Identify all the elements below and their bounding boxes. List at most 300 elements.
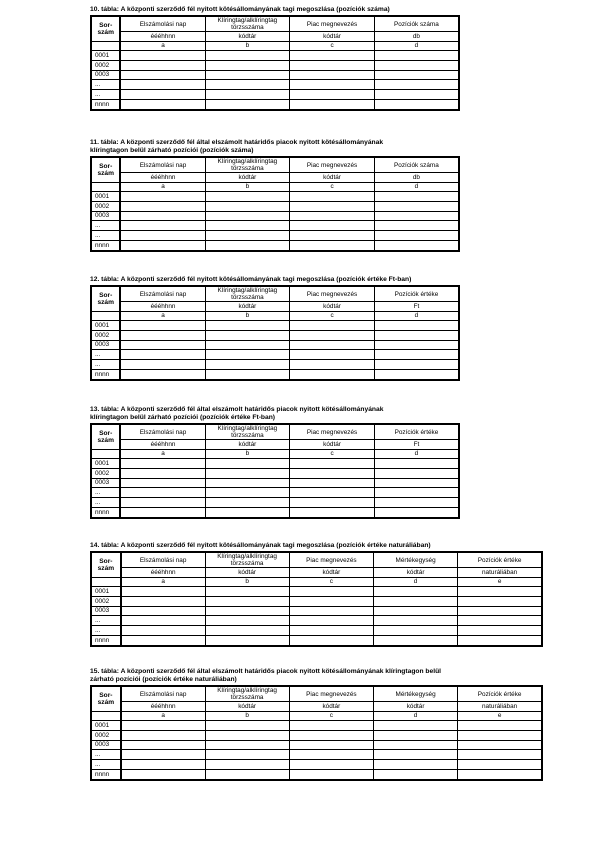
data-cell[interactable] <box>205 740 289 750</box>
data-cell[interactable] <box>458 616 542 626</box>
data-cell[interactable] <box>120 507 205 517</box>
column-unit: éééhhnn <box>121 702 205 712</box>
data-cell[interactable] <box>374 321 459 331</box>
data-cell[interactable] <box>205 60 290 70</box>
data-table <box>90 285 460 381</box>
data-cell[interactable] <box>205 99 290 109</box>
data-cell[interactable] <box>205 201 290 211</box>
table-block-15 <box>90 668 543 781</box>
data-cell[interactable] <box>290 330 375 340</box>
data-cell[interactable] <box>121 635 205 645</box>
data-cell[interactable] <box>205 760 289 770</box>
column-header: Elszámolási nap <box>121 552 205 568</box>
column-code: c <box>290 182 375 192</box>
data-cell[interactable] <box>289 587 373 597</box>
data-cell[interactable] <box>458 606 542 616</box>
data-cell[interactable] <box>120 90 205 100</box>
data-cell[interactable] <box>374 340 459 350</box>
data-cell[interactable] <box>458 587 542 597</box>
data-cell[interactable] <box>121 596 205 606</box>
column-unit: kódtár <box>205 568 289 578</box>
blank-cell <box>91 711 121 721</box>
column-code: c <box>290 41 375 51</box>
data-cell[interactable] <box>374 192 459 202</box>
data-cell[interactable] <box>289 760 373 770</box>
table-row <box>91 468 459 478</box>
data-cell[interactable] <box>289 769 373 779</box>
table-row <box>91 740 542 750</box>
row-number-header: Sor- szám <box>91 286 120 311</box>
column-unit: kódtár <box>205 302 290 312</box>
column-unit: kódtár <box>205 702 289 712</box>
data-cell[interactable] <box>290 459 375 469</box>
column-header: Pozíciók értéke <box>458 686 542 702</box>
column-code: e <box>458 711 542 721</box>
data-cell[interactable] <box>121 750 205 760</box>
data-cell[interactable] <box>289 596 373 606</box>
row-number: ... <box>91 221 120 231</box>
row-number: 0002 <box>91 60 120 70</box>
data-cell[interactable] <box>120 350 205 360</box>
column-code: b <box>205 449 290 459</box>
data-cell[interactable] <box>374 360 459 370</box>
data-cell[interactable] <box>290 478 375 488</box>
column-code: e <box>458 577 542 587</box>
row-number: 0002 <box>91 201 120 211</box>
data-cell[interactable] <box>373 596 457 606</box>
data-cell[interactable] <box>374 90 459 100</box>
row-number: 0001 <box>91 587 121 597</box>
data-cell[interactable] <box>458 750 542 760</box>
row-number-header: Sor- szám <box>91 16 120 41</box>
data-cell[interactable] <box>121 769 205 779</box>
column-header: Klíringtag/alklíringtag törzsszáma <box>205 686 289 702</box>
row-number: 0003 <box>91 740 121 750</box>
data-cell[interactable] <box>205 587 289 597</box>
column-unit: Ft <box>374 302 459 312</box>
data-cell[interactable] <box>458 626 542 636</box>
table-block-10 <box>90 6 460 111</box>
column-header: Klíringtag/alklíringtag törzsszáma <box>205 286 290 302</box>
data-cell[interactable] <box>290 99 375 109</box>
column-header: Pozíciók értéke <box>458 552 542 568</box>
data-cell[interactable] <box>290 80 375 90</box>
data-cell[interactable] <box>205 498 290 508</box>
data-cell[interactable] <box>373 721 457 731</box>
data-cell[interactable] <box>205 330 290 340</box>
column-code: b <box>205 711 289 721</box>
data-cell[interactable] <box>205 321 290 331</box>
table-title: 10. tábla: A központi szerződő fél nyitott kötésállományának tagi megoszlása (pozíciók száma) <box>90 6 390 13</box>
column-header: Elszámolási nap <box>120 157 205 173</box>
table-row <box>91 488 459 498</box>
data-cell[interactable] <box>120 488 205 498</box>
data-table <box>90 685 543 781</box>
table-row <box>91 330 459 340</box>
table-row <box>91 211 459 221</box>
column-code: b <box>205 577 289 587</box>
column-header: Piac megnevezés <box>289 552 373 568</box>
data-cell[interactable] <box>120 478 205 488</box>
column-code: c <box>290 449 375 459</box>
table-row <box>91 90 459 100</box>
column-unit: kódtár <box>205 173 290 183</box>
data-cell[interactable] <box>374 468 459 478</box>
data-cell[interactable] <box>374 507 459 517</box>
row-number: ... <box>91 80 120 90</box>
table-row <box>91 350 459 360</box>
column-code: b <box>205 182 290 192</box>
data-cell[interactable] <box>120 60 205 70</box>
column-code: b <box>205 41 290 51</box>
data-cell[interactable] <box>290 360 375 370</box>
row-number: ... <box>91 750 121 760</box>
column-code: b <box>205 311 290 321</box>
data-cell[interactable] <box>458 635 542 645</box>
column-unit: kódtár <box>290 302 375 312</box>
column-unit: éééhhnn <box>120 440 205 450</box>
data-cell[interactable] <box>289 616 373 626</box>
column-code: d <box>373 711 457 721</box>
data-cell[interactable] <box>121 721 205 731</box>
row-number: 0003 <box>91 70 120 80</box>
data-cell[interactable] <box>120 211 205 221</box>
row-number: 0003 <box>91 340 120 350</box>
data-cell[interactable] <box>374 211 459 221</box>
row-number-header: Sor- szám <box>91 686 121 711</box>
column-code: d <box>374 41 459 51</box>
data-cell[interactable] <box>290 51 375 61</box>
table-row <box>91 721 542 731</box>
table-row <box>91 606 542 616</box>
row-number: 0002 <box>91 468 120 478</box>
row-number: nnnn <box>91 99 120 109</box>
data-cell[interactable] <box>289 740 373 750</box>
row-number: nnnn <box>91 769 121 779</box>
table-row <box>91 99 459 109</box>
row-number: ... <box>91 616 121 626</box>
data-cell[interactable] <box>290 488 375 498</box>
data-cell[interactable] <box>205 350 290 360</box>
row-number: nnnn <box>91 507 120 517</box>
column-header: Elszámolási nap <box>120 286 205 302</box>
data-cell[interactable] <box>205 459 290 469</box>
data-cell[interactable] <box>374 498 459 508</box>
data-cell[interactable] <box>205 721 289 731</box>
data-cell[interactable] <box>290 211 375 221</box>
data-cell[interactable] <box>374 201 459 211</box>
data-cell[interactable] <box>205 730 289 740</box>
data-cell[interactable] <box>205 90 290 100</box>
data-cell[interactable] <box>290 90 375 100</box>
column-unit: éééhhnn <box>120 302 205 312</box>
data-cell[interactable] <box>205 478 290 488</box>
table-row <box>91 750 542 760</box>
data-cell[interactable] <box>373 740 457 750</box>
column-unit: éééhhnn <box>120 173 205 183</box>
data-cell[interactable] <box>374 51 459 61</box>
column-unit: naturáliában <box>458 702 542 712</box>
data-cell[interactable] <box>290 369 375 379</box>
row-number-header: Sor- szám <box>91 157 120 182</box>
row-number: 0001 <box>91 721 121 731</box>
column-unit: kódtár <box>373 702 457 712</box>
data-cell[interactable] <box>120 231 205 241</box>
data-table <box>90 156 460 252</box>
data-cell[interactable] <box>374 240 459 250</box>
blank-cell <box>91 41 120 51</box>
data-cell[interactable] <box>289 635 373 645</box>
column-code: a <box>120 449 205 459</box>
data-cell[interactable] <box>205 192 290 202</box>
row-number: ... <box>91 360 120 370</box>
data-cell[interactable] <box>121 760 205 770</box>
column-unit: kódtár <box>373 568 457 578</box>
column-header: Piac megnevezés <box>290 286 375 302</box>
data-cell[interactable] <box>373 626 457 636</box>
blank-cell <box>91 311 120 321</box>
column-header: Elszámolási nap <box>120 16 205 32</box>
data-cell[interactable] <box>373 769 457 779</box>
row-number: ... <box>91 90 120 100</box>
data-cell[interactable] <box>458 596 542 606</box>
data-cell[interactable] <box>121 626 205 636</box>
table-block-12 <box>90 276 460 381</box>
data-cell[interactable] <box>374 99 459 109</box>
data-cell[interactable] <box>121 616 205 626</box>
data-cell[interactable] <box>121 606 205 616</box>
column-code: c <box>289 577 373 587</box>
column-header: Klíringtag/alklíringtag törzsszáma <box>205 552 289 568</box>
data-cell[interactable] <box>374 459 459 469</box>
data-cell[interactable] <box>290 340 375 350</box>
data-cell[interactable] <box>205 769 289 779</box>
data-cell[interactable] <box>458 760 542 770</box>
data-cell[interactable] <box>120 360 205 370</box>
column-header: Klíringtag/alklíringtag törzsszáma <box>205 157 290 173</box>
blank-cell <box>91 449 120 459</box>
data-cell[interactable] <box>120 459 205 469</box>
data-cell[interactable] <box>290 60 375 70</box>
row-number: nnnn <box>91 635 121 645</box>
row-number-header: Sor- szám <box>91 552 121 577</box>
data-cell[interactable] <box>120 330 205 340</box>
data-cell[interactable] <box>205 635 289 645</box>
data-cell[interactable] <box>289 626 373 636</box>
column-unit: kódtár <box>289 568 373 578</box>
data-cell[interactable] <box>458 769 542 779</box>
data-cell[interactable] <box>374 80 459 90</box>
column-header: Pozíciók értéke <box>374 424 459 440</box>
table-title: 13. tábla: A központi szerződő fél által elszámolt határidős piacok nyitott kötésállományának klíringtagon belül zárható pozíciói (pozíciók értéke Ft-ban) <box>90 406 384 421</box>
data-cell[interactable] <box>120 340 205 350</box>
data-cell[interactable] <box>120 240 205 250</box>
data-cell[interactable] <box>289 606 373 616</box>
row-number: ... <box>91 760 121 770</box>
table-row <box>91 321 459 331</box>
data-cell[interactable] <box>374 369 459 379</box>
data-cell[interactable] <box>120 468 205 478</box>
data-cell[interactable] <box>374 60 459 70</box>
column-unit: kódtár <box>205 440 290 450</box>
table-title: 11. tábla: A központi szerződő fél által elszámolt határidős piacok nyitott kötésállományának klíringtagon belül zárható pozíciói (pozíciók száma) <box>90 139 384 154</box>
data-cell[interactable] <box>290 231 375 241</box>
column-unit: kódtár <box>290 440 375 450</box>
data-cell[interactable] <box>373 635 457 645</box>
column-header: Piac megnevezés <box>290 157 375 173</box>
data-cell[interactable] <box>205 626 289 636</box>
data-cell[interactable] <box>290 240 375 250</box>
table-block-11 <box>90 139 460 252</box>
data-cell[interactable] <box>373 616 457 626</box>
column-code: d <box>374 311 459 321</box>
data-cell[interactable] <box>205 240 290 250</box>
table-row <box>91 626 542 636</box>
column-code: a <box>120 41 205 51</box>
table-row <box>91 478 459 488</box>
data-cell[interactable] <box>458 740 542 750</box>
data-cell[interactable] <box>205 750 289 760</box>
data-cell[interactable] <box>205 340 290 350</box>
data-cell[interactable] <box>205 360 290 370</box>
data-cell[interactable] <box>290 201 375 211</box>
data-cell[interactable] <box>290 70 375 80</box>
data-cell[interactable] <box>120 498 205 508</box>
column-unit: kódtár <box>290 173 375 183</box>
data-cell[interactable] <box>374 330 459 340</box>
data-cell[interactable] <box>373 750 457 760</box>
data-cell[interactable] <box>121 730 205 740</box>
table-row <box>91 616 542 626</box>
table-row <box>91 80 459 90</box>
column-code: d <box>373 577 457 587</box>
data-cell[interactable] <box>205 231 290 241</box>
data-cell[interactable] <box>374 70 459 80</box>
table-row <box>91 221 459 231</box>
data-cell[interactable] <box>205 507 290 517</box>
data-cell[interactable] <box>120 99 205 109</box>
column-unit: Ft <box>374 440 459 450</box>
table-row <box>91 192 459 202</box>
column-unit: éééhhnn <box>120 32 205 42</box>
table-row <box>91 340 459 350</box>
data-table <box>90 15 460 111</box>
data-table <box>90 551 543 647</box>
column-header: Mértékegység <box>373 686 457 702</box>
data-cell[interactable] <box>205 211 290 221</box>
data-table <box>90 423 460 519</box>
table-title: 14. tábla: A központi szerződő fél nyitott kötésállományának tagi megoszlása (pozíciók értéke naturáliában) <box>90 542 431 549</box>
table-row <box>91 369 459 379</box>
row-number: 0002 <box>91 596 121 606</box>
blank-cell <box>91 182 120 192</box>
data-cell[interactable] <box>289 721 373 731</box>
table-title: 12. tábla: A központi szerződő fél nyitott kötésállományának tagi megoszlása (pozíciók értéke Ft-ban) <box>90 276 412 283</box>
data-cell[interactable] <box>290 221 375 231</box>
data-cell[interactable] <box>373 587 457 597</box>
data-cell[interactable] <box>290 507 375 517</box>
data-cell[interactable] <box>290 350 375 360</box>
table-row <box>91 240 459 250</box>
data-cell[interactable] <box>290 321 375 331</box>
data-cell[interactable] <box>120 192 205 202</box>
data-cell[interactable] <box>205 369 290 379</box>
row-number: ... <box>91 231 120 241</box>
data-cell[interactable] <box>205 606 289 616</box>
data-cell[interactable] <box>205 221 290 231</box>
column-unit: db <box>374 173 459 183</box>
column-header: Piac megnevezés <box>290 16 375 32</box>
data-cell[interactable] <box>205 70 290 80</box>
column-header: Klíringtag/alklíringtag törzsszáma <box>205 424 290 440</box>
data-cell[interactable] <box>205 51 290 61</box>
data-cell[interactable] <box>458 721 542 731</box>
data-cell[interactable] <box>374 350 459 360</box>
data-cell[interactable] <box>205 488 290 498</box>
data-cell[interactable] <box>120 80 205 90</box>
data-cell[interactable] <box>374 478 459 488</box>
table-row <box>91 769 542 779</box>
column-code: d <box>374 182 459 192</box>
row-number-header: Sor- szám <box>91 424 120 449</box>
table-row <box>91 51 459 61</box>
data-cell[interactable] <box>373 730 457 740</box>
data-cell[interactable] <box>120 70 205 80</box>
column-unit: naturáliában <box>458 568 542 578</box>
data-cell[interactable] <box>121 587 205 597</box>
column-header: Pozíciók száma <box>374 16 459 32</box>
table-row <box>91 507 459 517</box>
data-cell[interactable] <box>120 51 205 61</box>
data-cell[interactable] <box>458 730 542 740</box>
row-number: nnnn <box>91 369 120 379</box>
data-cell[interactable] <box>289 750 373 760</box>
data-cell[interactable] <box>120 201 205 211</box>
row-number: 0001 <box>91 192 120 202</box>
column-unit: éééhhnn <box>121 568 205 578</box>
data-cell[interactable] <box>205 616 289 626</box>
data-cell[interactable] <box>205 468 290 478</box>
data-cell[interactable] <box>290 468 375 478</box>
data-cell[interactable] <box>289 730 373 740</box>
table-row <box>91 201 459 211</box>
data-cell[interactable] <box>120 369 205 379</box>
data-cell[interactable] <box>373 760 457 770</box>
row-number: 0001 <box>91 459 120 469</box>
column-code: c <box>290 311 375 321</box>
blank-cell <box>91 577 121 587</box>
data-cell[interactable] <box>205 80 290 90</box>
row-number: ... <box>91 498 120 508</box>
data-cell[interactable] <box>374 221 459 231</box>
column-code: a <box>120 311 205 321</box>
column-header: Pozíciók értéke <box>374 286 459 302</box>
data-cell[interactable] <box>120 221 205 231</box>
data-cell[interactable] <box>290 498 375 508</box>
data-cell[interactable] <box>120 321 205 331</box>
column-code: d <box>374 449 459 459</box>
table-row <box>91 635 542 645</box>
data-cell[interactable] <box>374 488 459 498</box>
data-cell[interactable] <box>374 231 459 241</box>
table-row <box>91 596 542 606</box>
data-cell[interactable] <box>373 606 457 616</box>
column-unit: kódtár <box>290 32 375 42</box>
column-header: Piac megnevezés <box>290 424 375 440</box>
data-cell[interactable] <box>205 596 289 606</box>
data-cell[interactable] <box>121 740 205 750</box>
data-cell[interactable] <box>290 192 375 202</box>
